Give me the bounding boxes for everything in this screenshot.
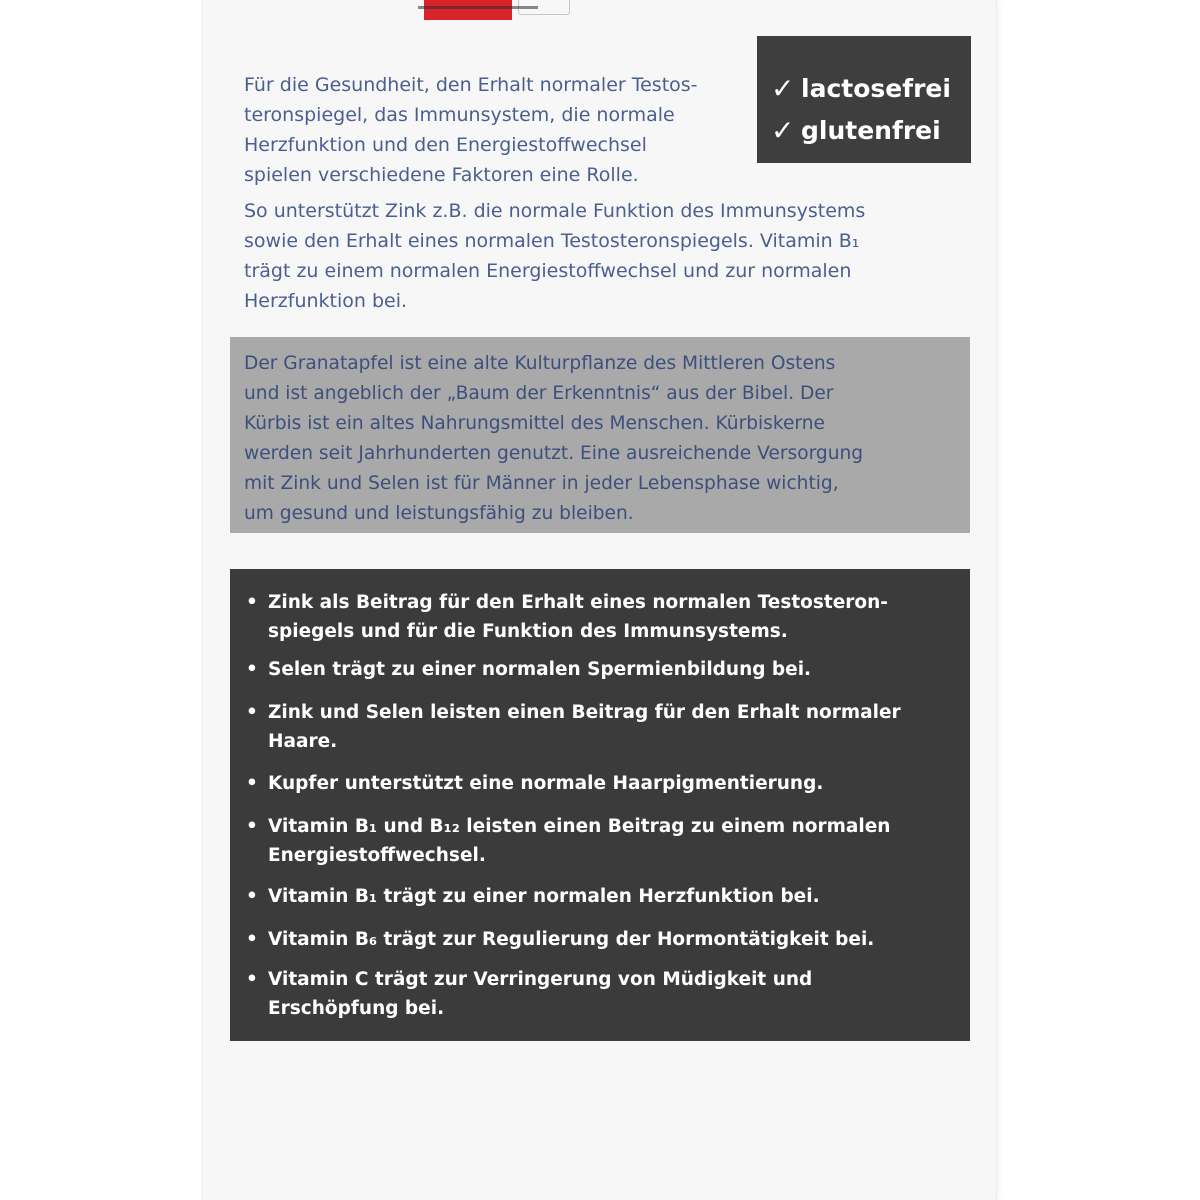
claim-item: [240, 588, 960, 646]
claim-item: [240, 925, 960, 954]
pomegranate-info-panel: [230, 337, 970, 533]
top-edge-print: [418, 6, 538, 9]
health-claims-panel: [230, 569, 970, 1041]
claim-text: [240, 965, 960, 1023]
text-line: Kürbis ist ein altes Nahrungsmittel des Menschen. Kürbiskerne: [244, 413, 825, 434]
intro-paragraph-1: [244, 70, 744, 190]
claim-text: [240, 588, 960, 646]
badge-item-lactosefrei: [771, 71, 951, 105]
free-from-badge: [757, 36, 971, 163]
bullet-icon: •: [246, 773, 258, 794]
text-line: Vitamin B₁ und B₁₂ leisten einen Beitrag zu einem normalen: [268, 816, 891, 837]
badge-label: lactosefrei: [801, 74, 951, 103]
intro-paragraph-2: [244, 196, 944, 316]
text-line: trägt zu einem normalen Energiestoffwechsel und zur normalen: [244, 260, 852, 282]
text-line: Vitamin B₆ trägt zur Regulierung der Hormontätigkeit bei.: [268, 929, 875, 950]
claim-text: [240, 769, 960, 798]
badge-label: glutenfrei: [801, 116, 941, 145]
text-line: teronspiegel, das Immunsystem, die normale: [244, 104, 675, 126]
package-top-flap: [410, 0, 570, 22]
claim-item: [240, 769, 960, 798]
text-line: mit Zink und Selen ist für Männer in jeder Lebensphase wichtig,: [244, 473, 839, 494]
text-line: Vitamin C trägt zur Verringerung von Müdigkeit und: [268, 969, 813, 990]
claim-item: [240, 965, 960, 1023]
bullet-icon: •: [246, 816, 258, 837]
text-line: spiegels und für die Funktion des Immunsystems.: [268, 621, 788, 642]
text-line: Der Granatapfel ist eine alte Kulturpflanze des Mittleren Ostens: [244, 353, 836, 374]
info-paragraph: [244, 349, 968, 529]
text-line: um gesund und leistungsfähig zu bleiben.: [244, 503, 634, 524]
text-line: sowie den Erhalt eines normalen Testosteronspiegels. Vitamin B₁: [244, 230, 860, 252]
claim-item: [240, 698, 960, 756]
text-line: werden seit Jahrhunderten genutzt. Eine ausreichende Versorgung: [244, 443, 864, 464]
text-line: spielen verschiedene Faktoren eine Rolle.: [244, 164, 639, 186]
text-line: Haare.: [268, 731, 338, 752]
claim-text: [240, 698, 960, 756]
claim-text: [240, 812, 960, 870]
claim-item: [240, 812, 960, 870]
text-line: Für die Gesundheit, den Erhalt normaler Testos-: [244, 74, 698, 96]
bullet-icon: •: [246, 592, 258, 613]
bullet-icon: •: [246, 929, 258, 950]
text-line: Energiestoffwechsel.: [268, 845, 486, 866]
claim-text: [240, 882, 960, 911]
check-icon: ✓: [771, 71, 795, 105]
bullet-icon: •: [246, 969, 258, 990]
text-line: Zink als Beitrag für den Erhalt eines normalen Testosteron-: [268, 592, 888, 613]
claim-item: [240, 655, 960, 684]
text-line: Selen trägt zu einer normalen Spermienbildung bei.: [268, 659, 812, 680]
text-line: Herzfunktion bei.: [244, 290, 408, 312]
text-line: Herzfunktion und den Energiestoffwechsel: [244, 134, 647, 156]
text-line: und ist angeblich der „Baum der Erkenntnis“ aus der Bibel. Der: [244, 383, 834, 404]
text-line: Zink und Selen leisten einen Beitrag für den Erhalt normaler: [268, 702, 901, 723]
claim-item: [240, 882, 960, 911]
claim-text: [240, 925, 960, 954]
intro-text: [244, 70, 866, 312]
bullet-icon: •: [246, 702, 258, 723]
text-line: Vitamin B₁ trägt zu einer normalen Herzfunktion bei.: [268, 886, 820, 907]
badge-item-glutenfrei: [771, 113, 941, 147]
text-line: So unterstützt Zink z.B. die normale Funktion des Immunsystems: [244, 200, 866, 222]
bullet-icon: •: [246, 659, 258, 680]
claim-text: [240, 655, 960, 684]
bullet-icon: •: [246, 886, 258, 907]
text-line: Kupfer unterstützt eine normale Haarpigmentierung.: [268, 773, 824, 794]
brand-logo-strip: [424, 0, 512, 20]
text-line: Erschöpfung bei.: [268, 998, 445, 1019]
check-icon: ✓: [771, 113, 795, 147]
